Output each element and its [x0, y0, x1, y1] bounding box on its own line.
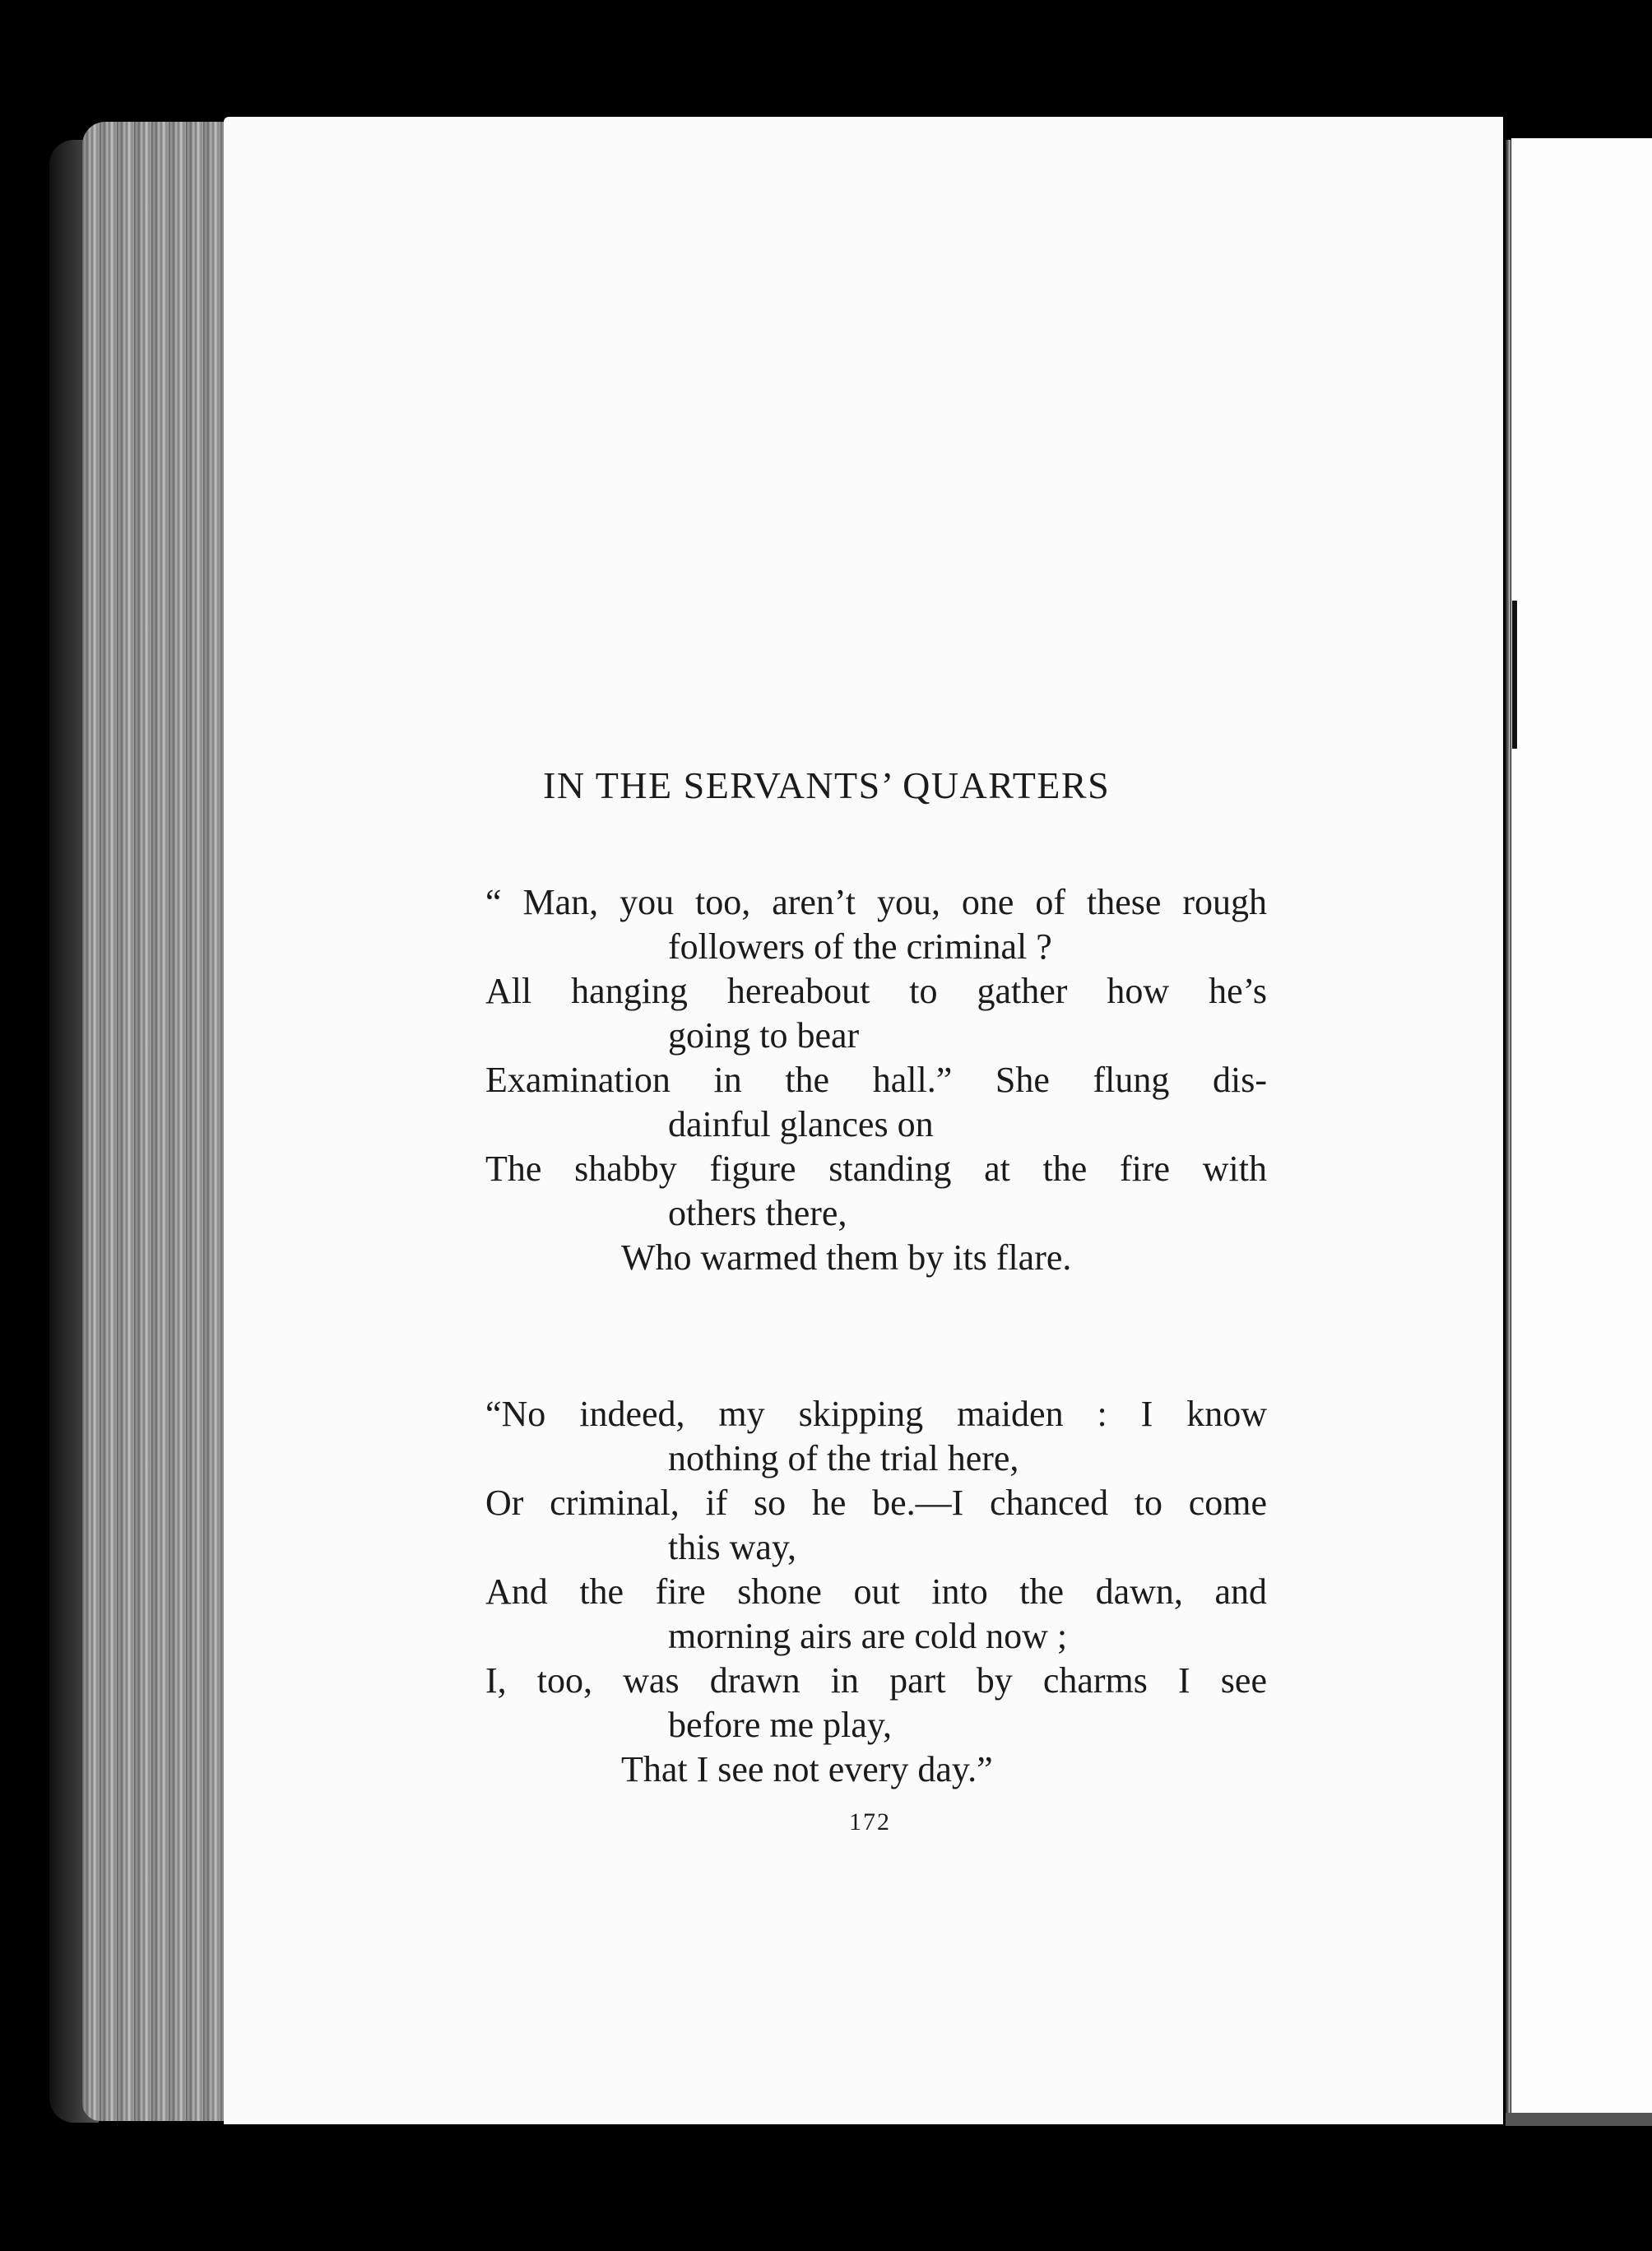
- poem-title: IN THE SERVANTS’ QUARTERS: [543, 764, 1111, 806]
- gutter-mark: [1512, 601, 1517, 749]
- poem-line: going to bear: [668, 1015, 860, 1056]
- poem-line: I, too, was drawn in part by charms I see: [485, 1660, 1267, 1701]
- poem-line: Who warmed them by its flare.: [621, 1237, 1072, 1278]
- facing-page: [1511, 138, 1652, 2113]
- poem-line: All hanging hereabout to gather how he’s: [485, 971, 1267, 1011]
- page-fore-edge: [82, 122, 230, 2121]
- poem-line: before me play,: [668, 1705, 893, 1745]
- poem-line: dainful glances on: [668, 1104, 934, 1144]
- stanza: [485, 1392, 1292, 1792]
- stanza: [485, 880, 1292, 1280]
- book-gutter: [1506, 140, 1510, 2114]
- poem-line: “No indeed, my skipping maiden : I know: [485, 1394, 1267, 1434]
- poem-line: followers of the criminal ?: [668, 926, 1052, 967]
- poem-line: The shabby figure standing at the fire with: [485, 1149, 1267, 1189]
- poem-line: nothing of the trial here,: [668, 1438, 1019, 1478]
- facing-page-edge: [1506, 2113, 1652, 2126]
- poem-line: morning airs are cold now ;: [668, 1616, 1068, 1656]
- poem-line: And the fire shone out into the dawn, and: [485, 1571, 1267, 1612]
- page-number: 172: [849, 1808, 891, 1836]
- poem-line: “ Man, you too, aren’t you, one of these rough: [485, 882, 1267, 922]
- poem-line: Or criminal, if so he be.—I chanced to come: [485, 1483, 1267, 1523]
- poem-line: this way,: [668, 1527, 797, 1567]
- poem-line: Examination in the hall.” She flung dis-: [485, 1060, 1267, 1100]
- poem-line: others there,: [668, 1193, 847, 1233]
- poem-line: That I see not every day.”: [621, 1749, 993, 1789]
